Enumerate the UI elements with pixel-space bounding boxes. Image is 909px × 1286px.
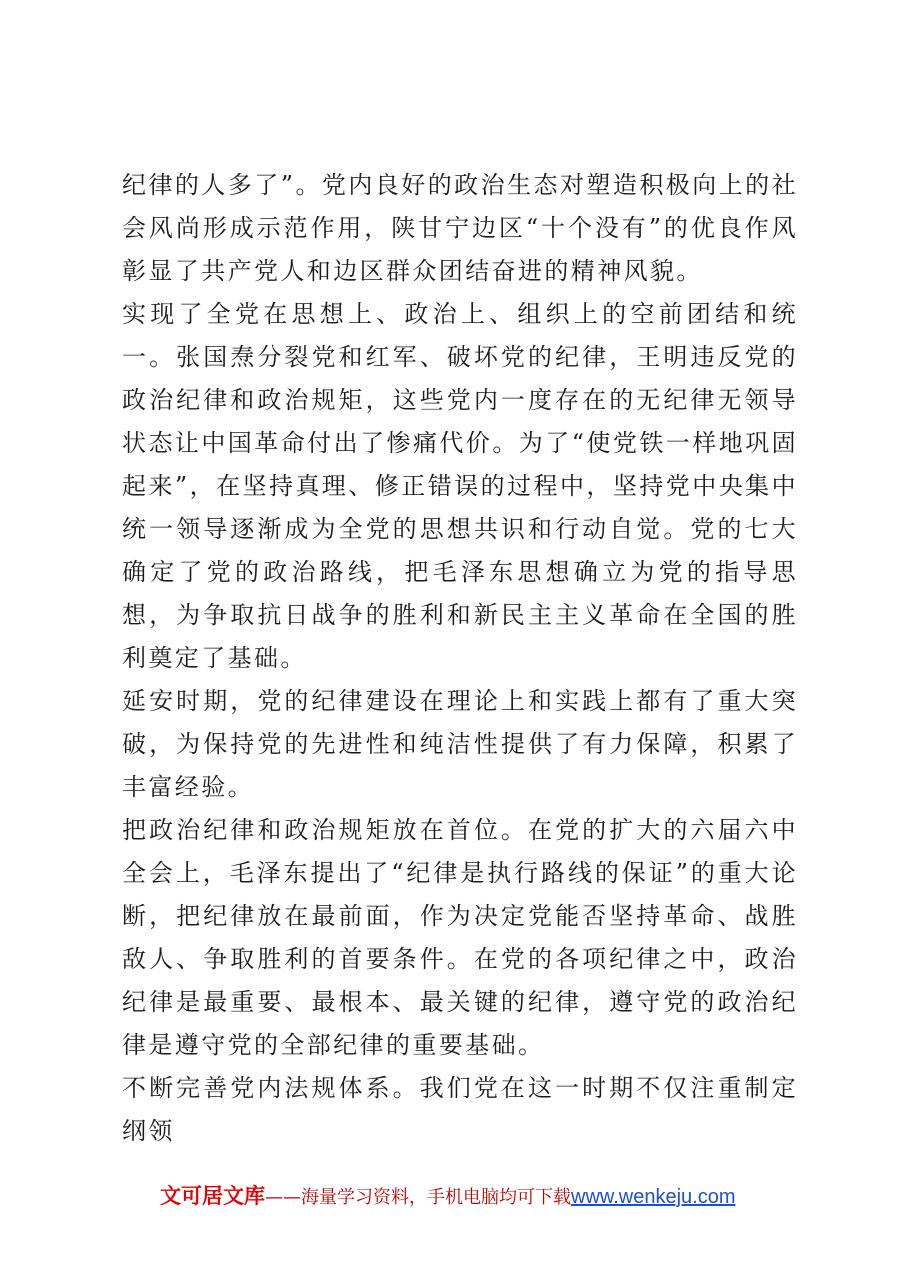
- footer-brand: 文可居文库: [160, 1184, 265, 1208]
- paragraph: 延安时期，党的纪律建设在理论上和实践上都有了重大突破，为保持党的先进性和纯洁性提供了有力保障，积累了丰富经验。: [122, 687, 798, 801]
- paragraph: 把政治纪律和政治规矩放在首位。在党的扩大的六届六中全会上，毛泽东提出了“纪律是执行路线的保证”的重大论断，把纪律放在最前面，作为决定党能否坚持革命、战胜敌人、争取胜利的首要条件。在党的各项纪律之中，政治纪律是最重要、最根本、最关键的纪律，遵守党的政治纪律是遵守党的全部纪律的重要基础。: [122, 816, 798, 1059]
- page-footer: [160, 1182, 780, 1212]
- footer-site-link[interactable]: www.wenkeju.com: [571, 1186, 736, 1208]
- paragraph: 实现了全党在思想上、政治上、组织上的空前团结和统一。张国焘分裂党和红军、破坏党的纪律，王明违反党的政治纪律和政治规矩，这些党内一度存在的无纪律无领导状态让中国革命付出了惨痛代价。为了“使党铁一样地巩固起来”，在坚持真理、修正错误的过程中，坚持党中央集中统一领导逐渐成为全党的思想共识和行动自觉。党的七大确定了党的政治路线，把毛泽东思想确立为党的指导思想，为争取抗日战争的胜利和新民主主义革命在全国的胜利奠定了基础。: [122, 300, 798, 672]
- paragraph: 纪律的人多了”。党内良好的政治生态对塑造积极向上的社会风尚形成示范作用，陕甘宁边区“十个没有”的优良作风彰显了共产党人和边区群众团结奋进的精神风貌。: [122, 171, 798, 285]
- paragraph: 不断完善党内法规体系。我们党在这一时期不仅注重制定纲领: [122, 1074, 798, 1145]
- document-body: [122, 164, 798, 1153]
- footer-tagline: ——海量学习资料，手机电脑均可下载: [265, 1187, 571, 1208]
